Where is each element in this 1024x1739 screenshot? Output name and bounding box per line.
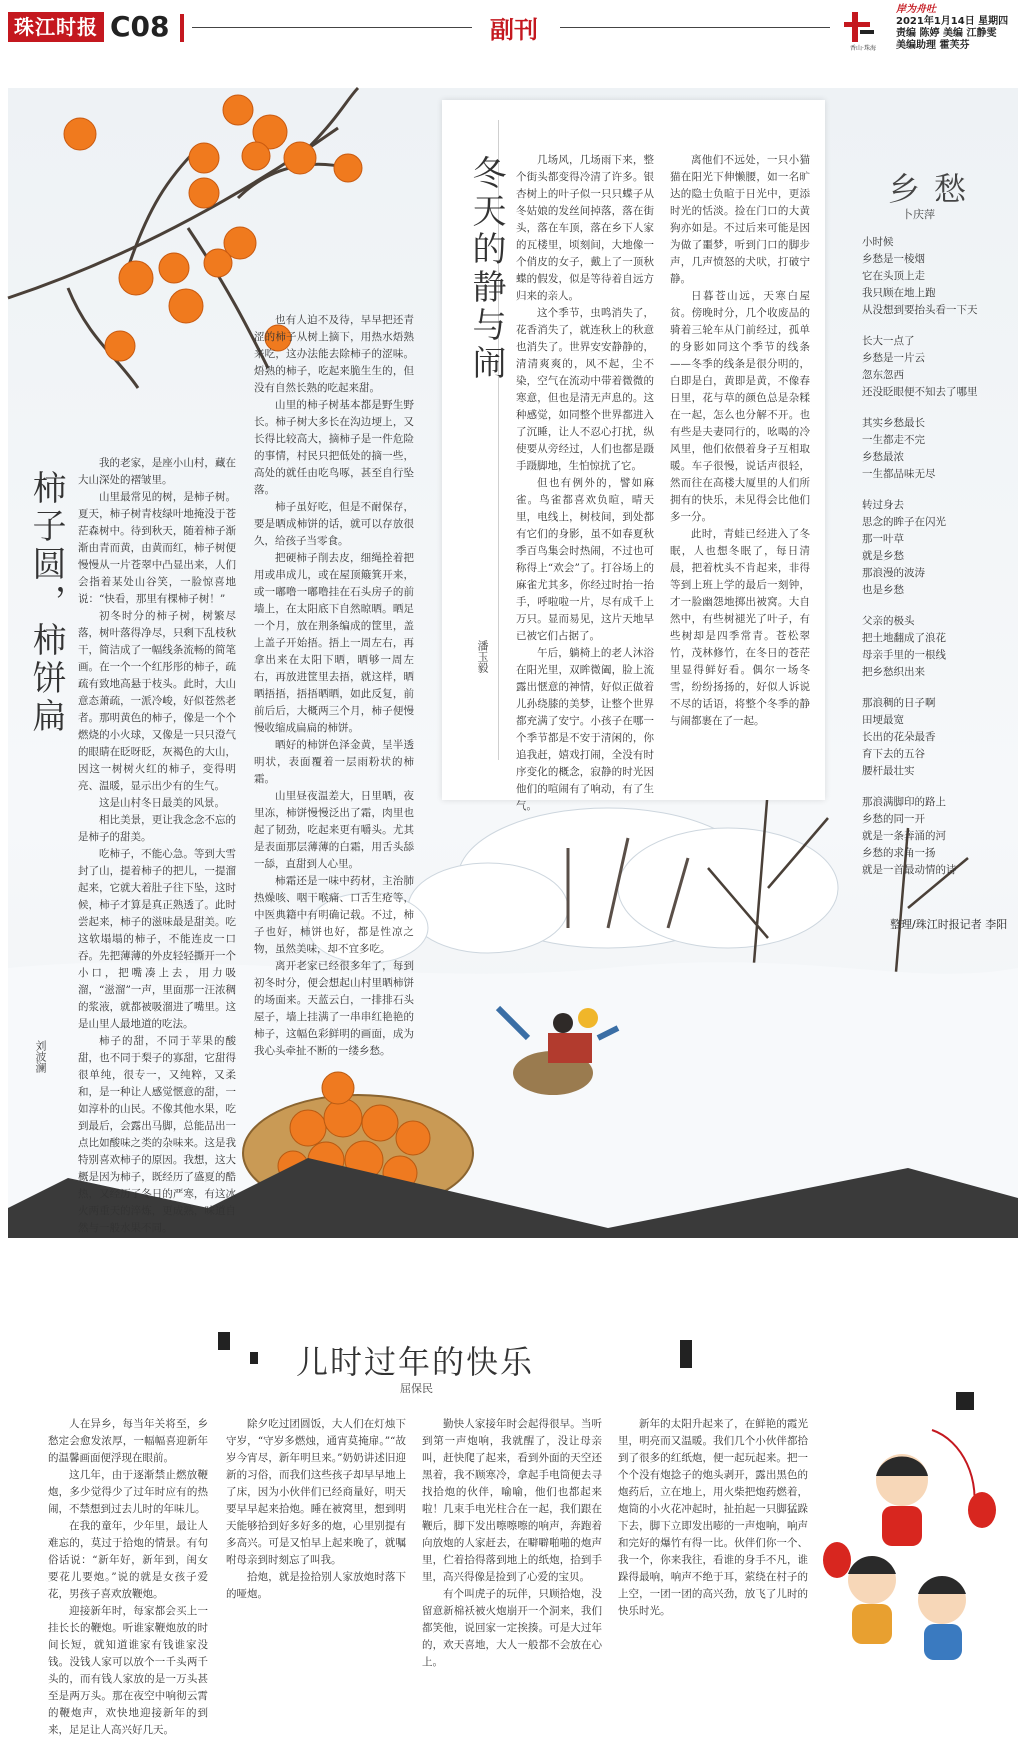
poem-line: 田埂最宽: [862, 714, 904, 726]
poem-line: 母亲手里的一根线: [862, 649, 946, 661]
poem-line: 那浪漫的波涛: [862, 567, 925, 579]
paragraph: 把硬柿子削去皮，细绳拴着把用或串成儿，或在屋顶簸箕开来，或一嘟噜一嘟噜挂在石头房子的前墙上，在太阳底下自然晾晒。晒足一个月，放在荆条编成的筐里，盖上盖子开始捂。捂上一周左右，再拿出来在太阳下晒，晒够一周左右，再放进筐里去捂，就这样，晒晒捂捂，捂捂晒晒，如此反复，前前后后，大概两三个月，柿子便慢慢收缩成扁扁的柿饼。: [254, 552, 414, 734]
poem-line: 乡愁的同一开: [862, 813, 925, 825]
issue-date: 2021年1月14日 星期四: [896, 16, 1009, 27]
poem-line: 忽东忽西: [862, 369, 904, 381]
article-body-winter-col2: [670, 152, 810, 782]
poem-stanza: [862, 794, 1012, 879]
poem-line: 一生都走不完: [862, 434, 925, 446]
paragraph: 这是山村冬日最美的风景。: [99, 797, 225, 809]
paragraph: 几场风，几场雨下来，整个街头都变得冷清了许多。银杏树上的叶子似一只只蝶子从冬姑娘的发丝间掉落，落在街头，落在车顶，落在乡下人家的瓦楼里，顷刻间，大地像一个俏皮的女子，戴上了一顶秋蝶的假发，似是等待着自远方归来的亲人。: [516, 154, 654, 302]
paragraph: 柿霜还是一味中药材，主治肺热燥咳、咽干喉痛、口舌生疮等，中医典籍中有明确记载。不过，柿子也好，柿饼也好，都是性凉之物，虽然美味，却不宜多吃。: [254, 875, 414, 955]
title-deco-block: [956, 1392, 974, 1410]
paragraph: 迎接新年时，每家都会买上一挂长长的鞭炮。听谁家鞭炮放的时间长短，就知道谁家有钱谁家没钱。没钱人家可以放个一千头两千头的，而有钱人家放的是一万头甚至是两万头。那在夜空中响彻云霄的鞭炮声，欢快地迎接新年的到来，足足让人高兴好几天。: [48, 1605, 208, 1736]
poem-line: 长出的花朵最香: [862, 731, 936, 743]
article-title-winter: 冬天的静与闹: [466, 155, 506, 383]
paragraph: 离他们不远处，一只小猫猫在阳光下伸懒腰，如一名旷达的隐士负暄于日光中，更添时光的恬淡。捡在门口的大黄狗亦如是。不过后来可能是因为做了噩梦，听到门口的脚步声，几声愤怒的犬吠，打破宁静。: [670, 154, 810, 285]
paragraph: 柿子虽好吃，但是不耐保存，要是晒成柿饼的话，就可以存放很久，给孩子当零食。: [254, 501, 414, 547]
poem-line: 它在头顶上走: [862, 270, 925, 282]
poem-line: 也是乡愁: [862, 584, 904, 596]
logo-caption: 香山·珠海: [850, 45, 876, 52]
poem-line: 从没想到要抬头看一下天: [862, 304, 978, 316]
paragraph: 山里的柿子树基本都是野生野长。柿子树大多长在沟边埂上，又长得比较高大，摘柿子是一件危险的事情，村民只把低处的摘一些，高处的就任由吃鸟啄，甚至自行坠落。: [254, 399, 414, 496]
poem-line: 小时候: [862, 236, 894, 248]
poem-line: 还没眨眼便不知去了哪里: [862, 386, 978, 398]
column-logo-icon: [840, 6, 886, 52]
paragraph: 我的老家，是座小山村，藏在大山深处的褶皱里。: [78, 457, 236, 486]
poem-line: 腰杆最壮实: [862, 765, 915, 777]
poem-compiler-credit: 整理/珠江时报记者 李阳: [890, 918, 1008, 931]
title-deco-block: [250, 1352, 258, 1364]
article-body-newyear-col4: [618, 1416, 808, 1666]
poem-line: 其实乡愁最长: [862, 417, 925, 429]
article-title-newyear: 儿时过年的快乐: [296, 1343, 535, 1381]
paragraph: 山里昼夜温差大，日里晒，夜里冻，柿饼慢慢泛出了霜，肉里也起了韧劲，吃起来更有嚼头。尤其是表面那层薄薄的白霜，用舌头舔一舔，直甜到人心里。: [254, 790, 414, 870]
article-body-newyear-col1: [48, 1416, 208, 1736]
title-deco-block: [218, 1332, 230, 1350]
poem-line: 一生都品味无尽: [862, 468, 936, 480]
paragraph: 拾炮，就是捡拾别人家放炮时落下的哑炮。: [226, 1571, 406, 1600]
column-name: 岸为舟吐: [896, 4, 936, 15]
poem-line: 转过身去: [862, 499, 904, 511]
poem-title: 乡愁: [888, 170, 981, 208]
header-accent-bar: [180, 14, 184, 42]
poem-stanza: [862, 497, 1012, 599]
article-body-persimmon-col2: [254, 312, 414, 1057]
poem-stanza: [862, 613, 1012, 681]
article-title-persimmon: 柿子圆，柿饼扁: [26, 470, 66, 736]
page-header: [0, 0, 1024, 56]
poem-line: 父亲的极头: [862, 615, 915, 627]
article-author-newyear: 屈保民: [400, 1382, 433, 1395]
paragraph: 吃柿子，不能心急。等到大雪封了山，提着柿子的把儿，一提溜起来，它就大着肚子往下坠，这时候，柿子才算是真正熟透了。此时尝起来，柿子的滋味最是甜美。吃这软塌塌的柿子，不能连皮一口吞。先把薄薄的外皮轻轻撕开一个小口，把嘴凑上去，用力吸溜，“滋溜”一声，里面那一汪浓稠的浆液，就都被吸溜进了嘴里。这是山里人最地道的吃法。: [78, 848, 236, 1030]
poem-line: 那一叶草: [862, 533, 904, 545]
poem-stanza: [862, 333, 1012, 401]
poem-line: 长大一点了: [862, 335, 915, 347]
poem-line: 乡愁是一棱烟: [862, 253, 925, 265]
paragraph: 勤快人家接年时会起得很早。当听到第一声炮响，我就醒了，没让母亲叫，赶快爬了起来，看到外面的天空还黑着，我不顾寒冷，拿起手电筒便去寻找拾炮的伙伴，喻喻，他们也都起来啦！几束手电光柱合在一起，我们跟在鞭后，脚下发出嚓嚓嚓的响声，奔跑着向放炮的人家赶去，在噼噼啪啪的炮声里，伫着拾得落到地上的纸炮，拾到手里，高兴得像是捡到了心爱的宝贝。: [422, 1418, 602, 1583]
poem-line: 把土地翻成了浪花: [862, 632, 946, 644]
paragraph: 山里最常见的树，是柿子树。夏天，柿子树青枝绿叶地掩没于苍茫森树中。待到秋天，随着柿子渐渐由青而黄，由黄而红，柿子树便慢慢从一片苍翠中凸显出来，人们会指着某处山谷笑，一脸惊喜地说：“快看，那里有棵柿子树！”: [78, 491, 236, 605]
poem-stanza: [862, 234, 1012, 319]
paragraph: 这几年，由于逐渐禁止燃放鞭炮，多少觉得少了过年时应有的热闹，不禁想到过去儿时的年味儿。: [48, 1469, 208, 1515]
paragraph: 晒好的柿饼色泽金黄，呈半透明状，表面覆着一层雨粉状的柿霜。: [254, 739, 414, 785]
paragraph: 柿子的甜，不同于苹果的酸甜，也不同于梨子的寡甜，它甜得很单纯，很专一，又纯粹，又柔和，是一种让人感觉惬意的甜，一如淳朴的山民。不像其他水果，吃到最后，会露出马脚，总能品出一点比如酸味之类的杂味来。这是我特别喜欢柿子的原因。我想，这大概是因为柿子，既经历了盛夏的酷热，又经历了冬日的严寒，有这冰火两重天的淬炼，更成熟，味道自然与一般水果不同。: [78, 1035, 236, 1234]
poem-line: 就是一首最动情的诗: [862, 864, 957, 876]
poem-line: 那浪稠的日子啊: [862, 697, 936, 709]
poem-line: 我只顾在地上跑: [862, 287, 936, 299]
paragraph: 人在异乡，每当年关将至，乡愁定会愈发浓厚，一幅幅喜迎新年的温馨画面便浮现在眼前。: [48, 1418, 208, 1464]
paragraph: 日暮苍山远，天寒白屋贫。傍晚时分，几个收废品的骑着三轮车从门前经过，孤单的身影如同这个季节的线条——冬季的线条是很分明的，白即是白，黄即是黄，不像春日里，花与草的颜色总是杂糅在一起，怎么也分解不开。也有些是夫妻同行的，吆喝的冷风里，他们依偎着身子互相取暖。车子很慢，说话声很轻，然而往在高楼大厦里的人们所拥有的快乐，未见得会比他们多一分。: [670, 290, 810, 523]
poem-line: 就是一条奔涌的河: [862, 830, 946, 842]
article-body-winter-col1: [516, 152, 654, 812]
newspaper-brand: 珠江时报: [8, 12, 104, 42]
poem-stanza: [862, 415, 1012, 483]
poem-body: [862, 234, 1012, 893]
section-title: 副刊: [490, 15, 538, 44]
poem-line: 乡愁是一片云: [862, 352, 925, 364]
page-credits: [896, 4, 1008, 52]
paragraph: 这个季节，虫鸣消失了，花香消失了，就连秋上的秋意也消失了。世界安安静静的，清清爽爽的，风不起，尘不染，空气在流动中带着微微的寒意，但也是清无声息的。这种感觉，如同整个世界都进入了沉睡，让人不忍心打扰，纵使要从旁经过，人们也都是蹑手蹑脚地，生怕惊扰了它。: [516, 307, 654, 472]
poem-stanza: [862, 695, 1012, 780]
assistant-credit: 美编助理 霍芙芬: [896, 40, 970, 51]
paragraph: 午后，躺椅上的老人沐浴在阳光里，双眸微阖，脸上流露出惬意的神情，好似正做着儿孙绕膝的美梦，让整个世界都充满了安宁。小孩子在哪一个季节都是不安于清闲的，你追我赶，嬉戏打闹，全没有时序变化的概念，寂静的时光因他们的喧闹有了响动，有了生气。: [516, 647, 654, 812]
title-deco-block: [680, 1340, 692, 1368]
article-body-newyear-col2: [226, 1416, 406, 1666]
poem-line: 就是乡愁: [862, 550, 904, 562]
paragraph: 初冬时分的柿子树，树繁尽落，树叶落得净尽，只剩下乱枝秋干，简洁成了一幅线条流畅的简笔画。在一个一个红彤彤的柿子，疏疏有致地高悬于枝头。此时，大山意态萧疏，一派冷峻，好似苍然老者。那明黄色的柿子，像是一个个燃烧的小火球，又像是一只只澄气的眼睛在眨呀眨，灰褐色的大山，因这一树树火红的柿子，变得明亮、温暖，显示出少有的生气。: [78, 610, 236, 792]
paragraph: 也有人迫不及待，早早把还青涩的柿子从树上摘下，用热水焐熟来吃，这办法能去除柿子的涩味。焐熟的柿子，吃起来脆生生的，但没有自然长熟的吃起来甜。: [254, 314, 414, 394]
poem-line: 育下去的五谷: [862, 748, 925, 760]
paragraph: 新年的太阳升起来了，在鲜艳的霞光里，明亮而又温暖。我们几个小伙伴都拾到了很多的红纸炮，便一起玩起来。把一个个没有炮捻子的炮头剥开，露出黑色的炮药后，立在地上，用火柴把炮药燃着，炮筒的小火花冲起时，扯拍起一只脚猛跺下去，脚下立即发出嘭的一声炮响，响声和完好的爆竹有得一比。伙伴们你一个、我一个，你来我往，看谁的身手不凡，谁跺得最响，响声不绝于耳，萦绕在村子的上空，一团一团的高兴劲，放飞了儿时的快乐时光。: [618, 1418, 808, 1617]
paragraph: 在我的童年，少年里，最让人难忘的，莫过于拾炮的情景。有句俗话说：“新年好，新年到，闺女要花儿要炮。”说的就是女孩子爱花，男孩子喜欢放鞭炮。: [48, 1520, 208, 1600]
poem-line: 那浪满脚印的路上: [862, 796, 946, 808]
header-rule-right: [560, 27, 830, 28]
poem-line: 思念的眸子在闪光: [862, 516, 946, 528]
editor-credit: 责编 陈婷 美编 江静雯: [896, 28, 997, 39]
article-body-persimmon-col1: [78, 455, 236, 1234]
poem-author: 卜庆萍: [902, 208, 935, 221]
page-number: C08: [110, 10, 170, 43]
lantern-children-illustration: [812, 1420, 1012, 1670]
header-rule-left: [192, 27, 472, 28]
poem-line: 把乡愁织出来: [862, 666, 925, 678]
paragraph: 但也有例外的，譬如麻雀。鸟雀都喜欢负暄，晴天里，电线上，树枝间，到处都有它们的身影，虽不如春夏秋季百鸟集会时热闹，不过也可称得上“欢会”了。打谷场上的麻雀尤其多，你经过时抬一抬手，呼啦啦一片，尽有成千上万只。显而易见，这片天地早已被它们占据了。: [516, 477, 654, 642]
paragraph: 相比美景，更让我念念不忘的是柿子的甜美。: [78, 814, 236, 843]
paragraph: 有个叫虎子的玩伴，只顾拾炮，没留意新棉袄被火炮崩开一个洞来，我们都笑他，说回家一定挨揍。可是大过年的，欢天喜地，大人一般都不会放在心上。: [422, 1588, 602, 1668]
article-author-persimmon: 刘波澜: [34, 1040, 47, 1073]
article-body-newyear-col3: [422, 1416, 602, 1666]
paragraph: 此时，青蛙已经进入了冬眠，人也想冬眠了，每日清晨，把着枕头不肯起来，非得等到上班上学的最后一刻钟，才一脸幽怨地掷出被窝。大自然中，有些树褪光了叶子，有些树却是四季常青。苍松翠竹，茂林修竹，在冬日的苍茫里显得鲜好看。偶尔一场冬雪，纷纷扬扬的，好似人诉说不尽的话语，将整个冬季的静与闹都裹在了一起。: [670, 528, 810, 727]
article-author-winter: 潘玉毅: [476, 640, 489, 673]
poem-line: 乡愁最浓: [862, 451, 904, 463]
paragraph: 除夕吃过团圆饭，大人们在灯烛下守岁，“守岁多燃烛，通宵莫掩扉。”“故岁今宵尽，新年明旦来。”奶奶讲述旧迎新的习俗，而我们这些孩子却早早地上了床，因为小伙伴们已经商量好，明天要早早起来拾炮。睡在被窝里，想到明天能够拾到好多好多的炮，心里别提有多高兴。可是又怕早上起来晚了，就嘱咐母亲到时刻忘了叫我。: [226, 1418, 406, 1566]
paragraph: 离开老家已经很多年了，每到初冬时分，便会想起山村里晒柿饼的场面来。天蓝云白，一排排石头屋子，墙上挂满了一串串红艳艳的柿子，这幅色彩鲜明的画面，成为我心头牵扯不断的一缕乡愁。: [254, 960, 414, 1057]
poem-line: 乡愁的求角一扬: [862, 847, 936, 859]
